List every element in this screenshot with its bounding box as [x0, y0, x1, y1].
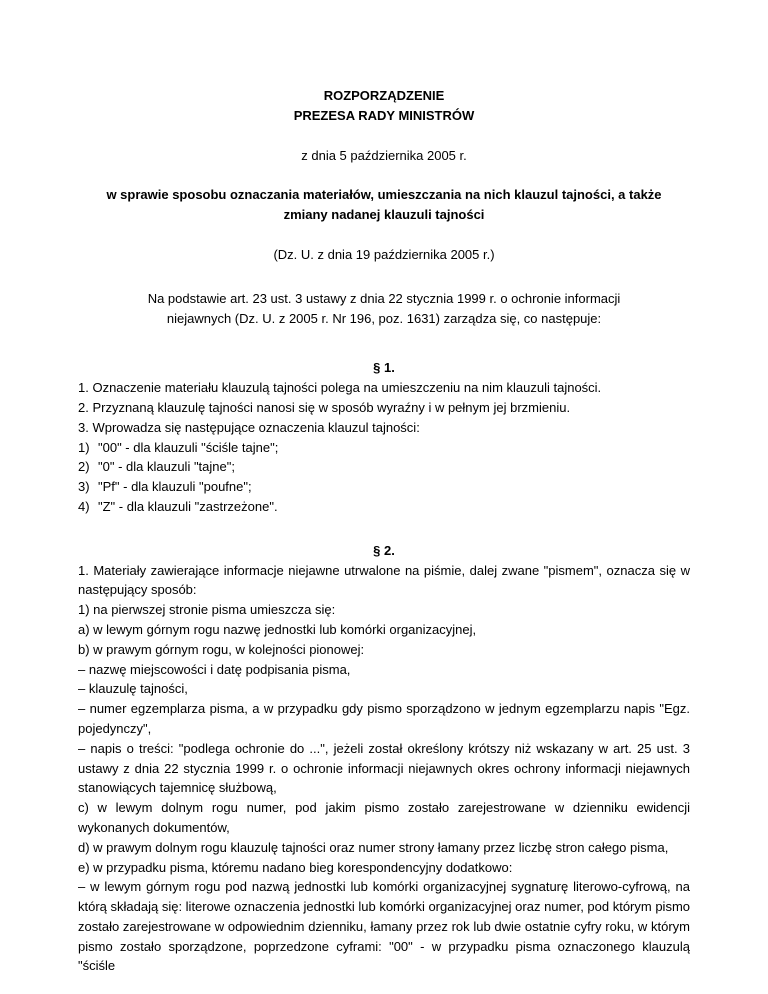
- section-2-dash-1: – nazwę miejscowości i datę podpisania pisma,: [78, 661, 351, 677]
- section-2-heading: § 2.: [373, 542, 395, 558]
- section-2-point-d: d) w prawym dolnym rogu klauzulę tajności oraz numer strony łamany przez liczbę stron całego pisma,: [78, 839, 669, 855]
- list-item-number: 3): [78, 479, 90, 495]
- section-2-dash-5: – w lewym górnym rogu pod nazwą jednostki lub komórki organizacyjnej sygnaturę literowo-cyfrową, na którą składają się: literowe oznaczenia jednostki lub komórki organizacyjnej oraz numer, pod którym pismo zostało zarejestrowane w odpowiednim dzienniku, łamany przez rok lub dwie ostatnie cyfry roku, w którym pismo zostało sporządzone, poprzedzone cyframi: "00" - w przypadku pisma oznaczonego klauzulą "ściśle: [78, 879, 691, 974]
- list-item-text: "00" - dla klauzuli "ściśle tajne";: [98, 439, 279, 455]
- list-item: [78, 477, 690, 497]
- publication-reference: (Dz. U. z dnia 19 października 2005 r.): [273, 246, 495, 262]
- section-2-paragraph-1: 1. Materiały zawierające informacje niejawne utrwalone na piśmie, dalej zwane "pismem", oznacza się w następujący sposób:: [78, 562, 690, 598]
- section-2-point-b: b) w prawym górnym rogu, w kolejności pionowej:: [78, 641, 365, 657]
- list-item: [78, 497, 690, 517]
- section-1-paragraph-2: 2. Przyznaną klauzulę tajności nanosi się w sposób wyraźny i w pełnym jej brzmieniu.: [78, 399, 571, 415]
- list-item-number: 2): [78, 459, 90, 475]
- document-page: [78, 86, 690, 976]
- title-line-1: ROZPORZĄDZENIE: [323, 88, 445, 103]
- section-1-paragraph-3: 3. Wprowadza się następujące oznaczenia klauzul tajności:: [78, 419, 420, 435]
- section-2-point-1: 1) na pierwszej stronie pisma umieszcza się:: [78, 602, 336, 618]
- preamble-line-2: niejawnych (Dz. U. z 2005 r. Nr 196, poz. 1631) zarządza się, co następuje:: [166, 310, 602, 326]
- list-item-text: "Z" - dla klauzuli "zastrzeżone".: [98, 498, 278, 514]
- section-2-point-c: c) w lewym dolnym rogu numer, pod jakim pismo zostało zarejestrowane w dzienniku ewidencji wykonanych dokumentów,: [78, 800, 690, 835]
- title-line-2: PREZESA RADY MINISTRÓW: [293, 107, 475, 123]
- list-item-number: 4): [78, 498, 90, 514]
- list-item: [78, 457, 690, 477]
- section-1-paragraph-1: 1. Oznaczenie materiału klauzulą tajności polega na umieszczeniu na nim klauzuli tajności.: [78, 380, 602, 396]
- section-2-dash-3: – numer egzemplarza pisma, a w przypadku gdy pismo sporządzono w jednym egzemplarzu napis "Egz. pojedynczy",: [78, 701, 690, 736]
- section-2-dash-4: – napis o treści: "podlega ochronie do ...", jeżeli został określony krótszy niż wskazany w art. 25 ust. 3 ustawy z dnia 22 stycznia 1999 r. o ochronie informacji niejawnych okres ochrony informacji niejawnych stanowiących tajemnicę służbową,: [78, 740, 690, 796]
- list-item: [78, 438, 690, 458]
- preamble-line-1: Na podstawie art. 23 ust. 3 ustawy z dnia 22 stycznia 1999 r. o ochronie informacji: [147, 290, 621, 306]
- section-2-point-a: a) w lewym górnym rogu nazwę jednostki lub komórki organizacyjnej,: [78, 621, 477, 637]
- subject-line-1: w sprawie sposobu oznaczania materiałów, umieszczania na nich klauzul tajności, a także: [106, 187, 662, 203]
- subject-line-2: zmiany nadanej klauzuli tajności: [283, 207, 485, 223]
- section-2-dash-2: – klauzulę tajności,: [78, 681, 188, 697]
- list-item-number: 1): [78, 439, 90, 455]
- list-item-text: "Pf" - dla klauzuli "poufne";: [98, 479, 252, 495]
- section-1-heading: § 1.: [373, 360, 395, 376]
- regulation-date: z dnia 5 października 2005 r.: [301, 147, 467, 163]
- list-item-text: "0" - dla klauzuli "tajne";: [98, 459, 235, 475]
- section-2-point-e: e) w przypadku pisma, któremu nadano bieg korespondencyjny dodatkowo:: [78, 859, 513, 875]
